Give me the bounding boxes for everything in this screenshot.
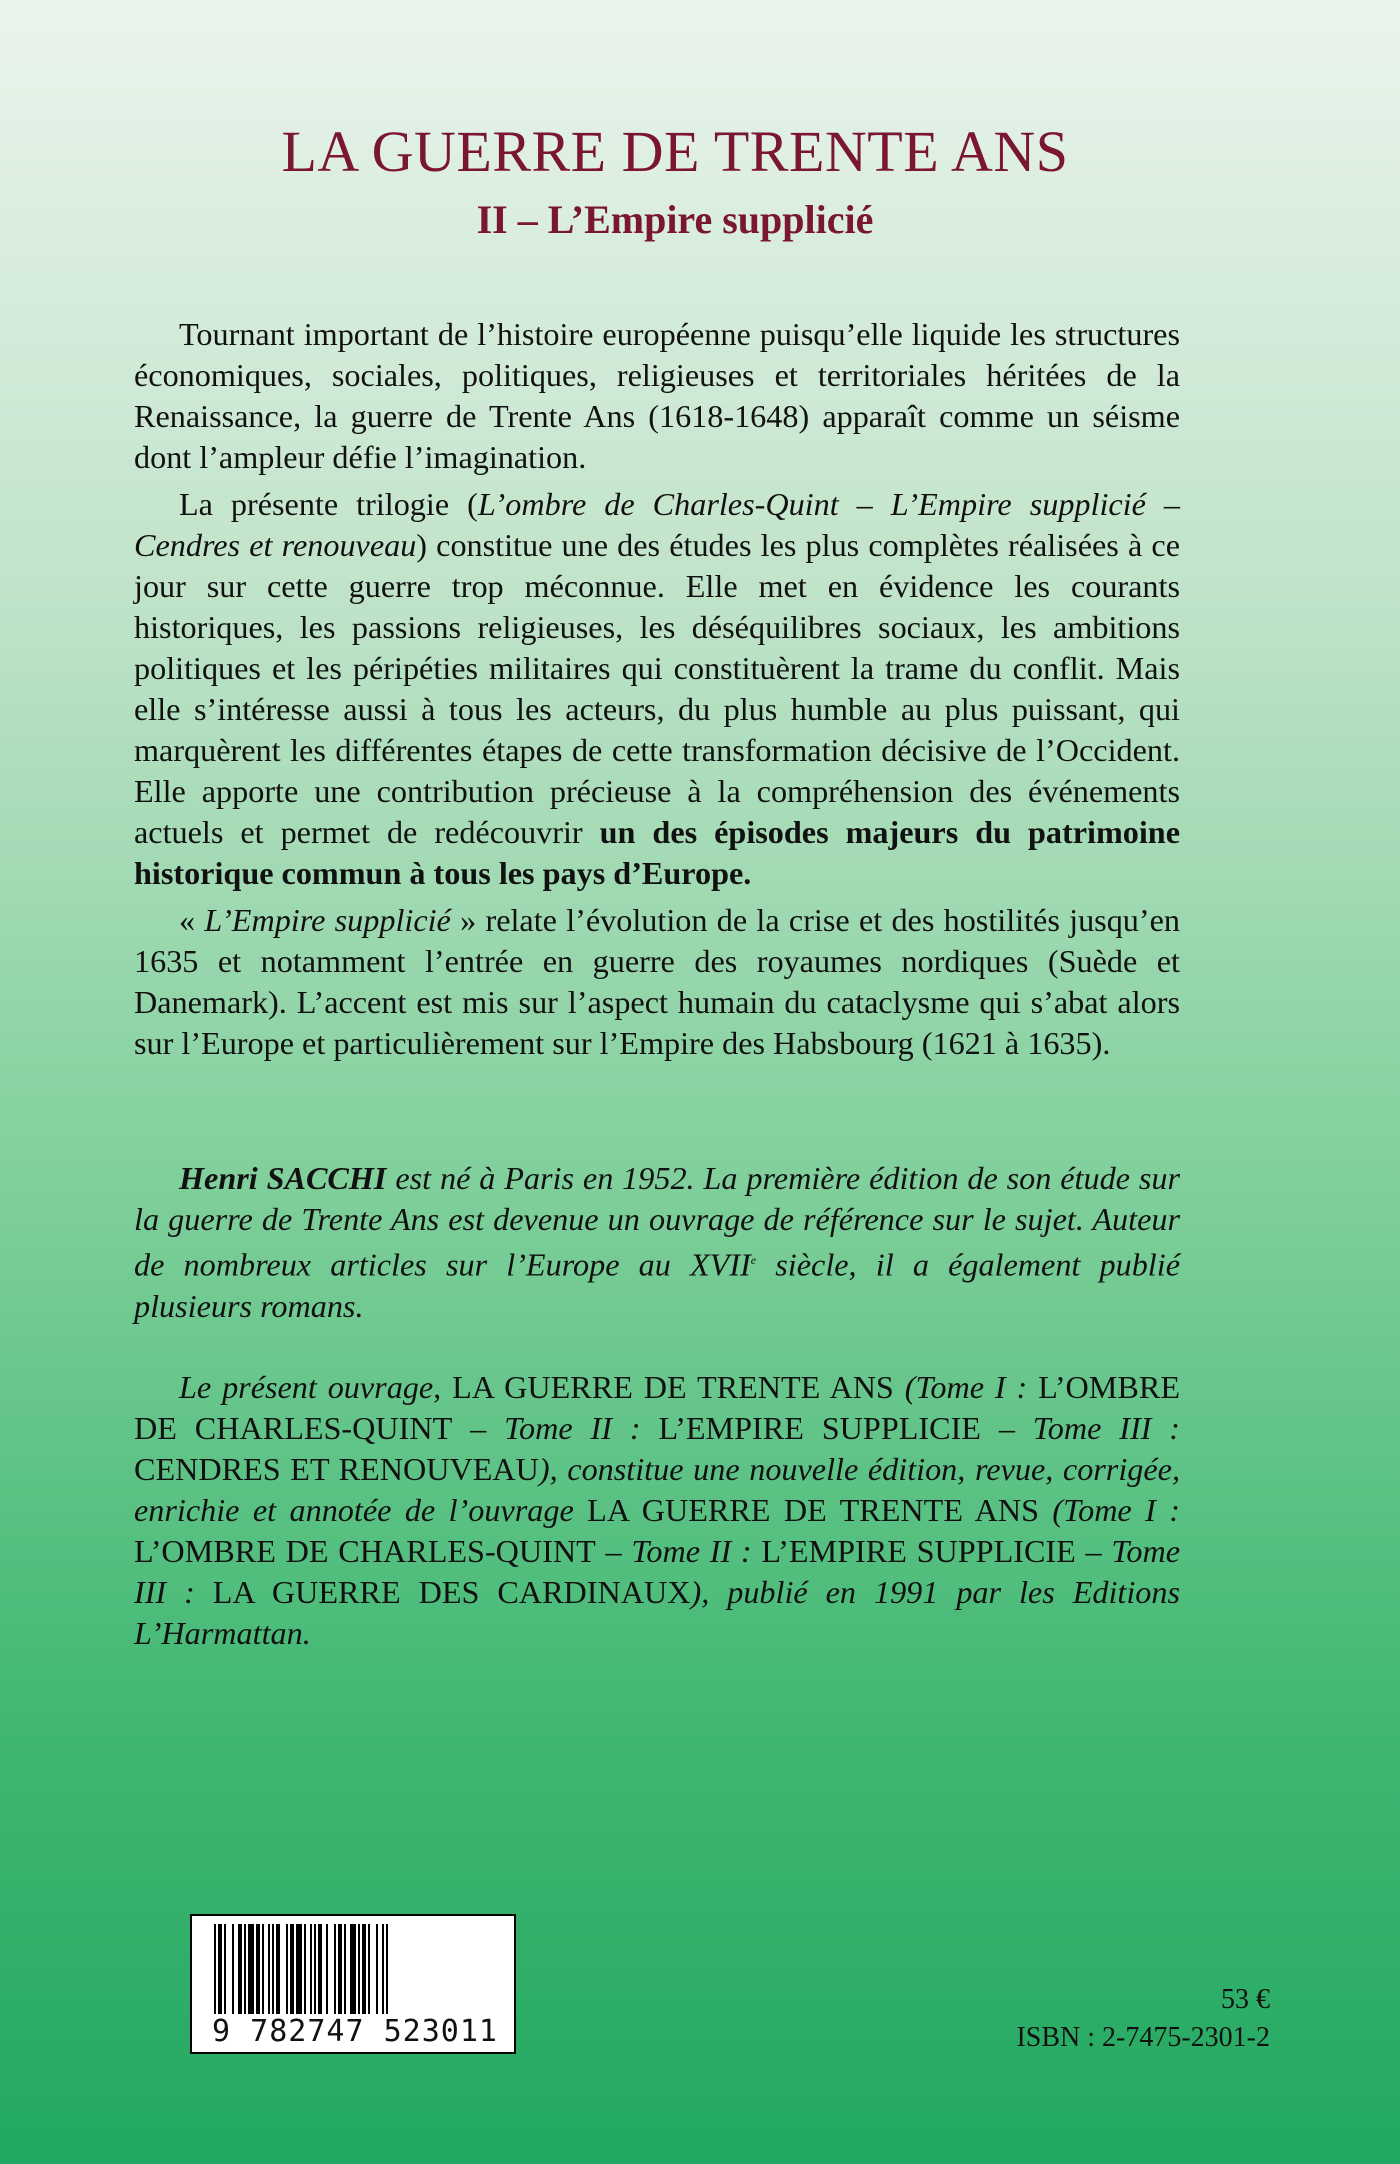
caps-title: L’OMBRE DE CHARLES-QUINT <box>134 1369 1180 1446</box>
caps-title: LA GUERRE DE TRENTE ANS <box>452 1369 894 1405</box>
book-subtitle: II – L’Empire supplicié <box>476 197 874 242</box>
caps-title: LA GUERRE DES CARDINAUX <box>212 1574 691 1610</box>
blurb <box>134 314 1180 1070</box>
isbn: ISBN : 2-7475-2301-2 <box>1016 2022 1270 2053</box>
text-run: siècle, il a également publié plusieurs romans. <box>134 1246 1180 1324</box>
caps-title: L’EMPIRE SUPPLICIE <box>658 1410 981 1446</box>
text-run: ) constitue une des études les plus complètes réalisées à ce jour sur cette guerre trop méconnue. Elle met en évidence les courants historiques, les passions religieuses, les déséquilibres sociaux, les ambitions politiques et les péripéties militaires qui constituèrent la trame du conflit. Mais elle s’intéresse aussi à tous les acteurs, du plus humble au plus puissant, qui marquèrent les différentes étapes de cette transformation décisive de l’Occident. Elle apporte une contribution précieuse à la compréhension des événements actuels et permet de redécouvrir <box>134 527 1180 850</box>
author-name: Henri SACCHI <box>179 1160 387 1196</box>
blurb-paragraph-1: Tournant important de l’histoire européenne puisqu’elle liquide les structures économiques, sociales, politiques, religieuses et territoriales héritées de la Renaissance, la guerre de Trente Ans (1618-1648) apparaît comme un séisme dont l’ampleur défie l’imagination. <box>134 316 1180 475</box>
text-run: est né à Paris en 1952. La première édition de son étude sur la guerre de Trente Ans est devenue un ouvrage de référence sur le sujet. Auteur de nombreux articles sur l’Europe au XVII <box>134 1160 1180 1283</box>
caps-title: LA GUERRE DE TRENTE ANS <box>587 1492 1040 1528</box>
text-run: Le présent ouvrage, <box>179 1369 453 1405</box>
author-bio-paragraph <box>134 1158 1180 1327</box>
text-run: – Tome II : <box>452 1410 659 1446</box>
text-run: ), constitue une nouvelle édition, revue, corrigée, enrichie et annotée de l’ouvrage <box>134 1451 1180 1528</box>
book-title: LA GUERRE DE TRENTE ANS <box>281 119 1069 184</box>
text-run: – Tome II : <box>595 1533 762 1569</box>
superscript: e <box>750 1253 757 1267</box>
trilogy-titles: L’ombre de Charles-Quint – L’Empire supplicié – Cendres et renouveau <box>134 486 1180 563</box>
text-run: ), publié en 1991 par les Editions L’Harmattan. <box>134 1574 1181 1651</box>
author-bio <box>134 1158 1180 1327</box>
barcode-digits: 9 782747 523011 <box>212 2014 498 2049</box>
price: 53 € <box>1221 1984 1270 2015</box>
caps-title: L’OMBRE DE CHARLES-QUINT <box>134 1533 596 1569</box>
text-run: La présente trilogie ( <box>179 486 478 522</box>
caps-title: CENDRES ET RENOUVEAU <box>134 1451 539 1487</box>
blurb-paragraph-2 <box>134 484 1180 894</box>
text-run: » relate l’évolution de la crise et des hostilités jusqu’en 1635 et notamment l’entrée en guerre des royaumes nordiques (Suède et Danemark). L’accent est mis sur l’aspect humain du cataclysme qui s’abat alors sur l’Europe et particulièrement sur l’Empire des Habsbourg (1621 à 1635). <box>134 902 1180 1061</box>
text-run: « <box>179 902 205 938</box>
edition-note-paragraph <box>134 1367 1180 1654</box>
barcode <box>190 1914 516 2054</box>
text-run: – Tome III : <box>980 1410 1180 1446</box>
text-run: (Tome I : <box>893 1369 1039 1405</box>
bold-highlight: un des épisodes majeurs du patrimoine historique commun à tous les pays d’Europe. <box>134 814 1180 891</box>
edition-note <box>134 1367 1180 1654</box>
text-run: – Tome III : <box>134 1533 1180 1610</box>
barcode-bars <box>214 1924 496 2014</box>
text-run: (Tome I : <box>1039 1492 1180 1528</box>
volume-title: L’Empire supplicié <box>204 902 451 938</box>
caps-title: L’EMPIRE SUPPLICIE <box>761 1533 1076 1569</box>
blurb-paragraph-3 <box>134 900 1180 1064</box>
